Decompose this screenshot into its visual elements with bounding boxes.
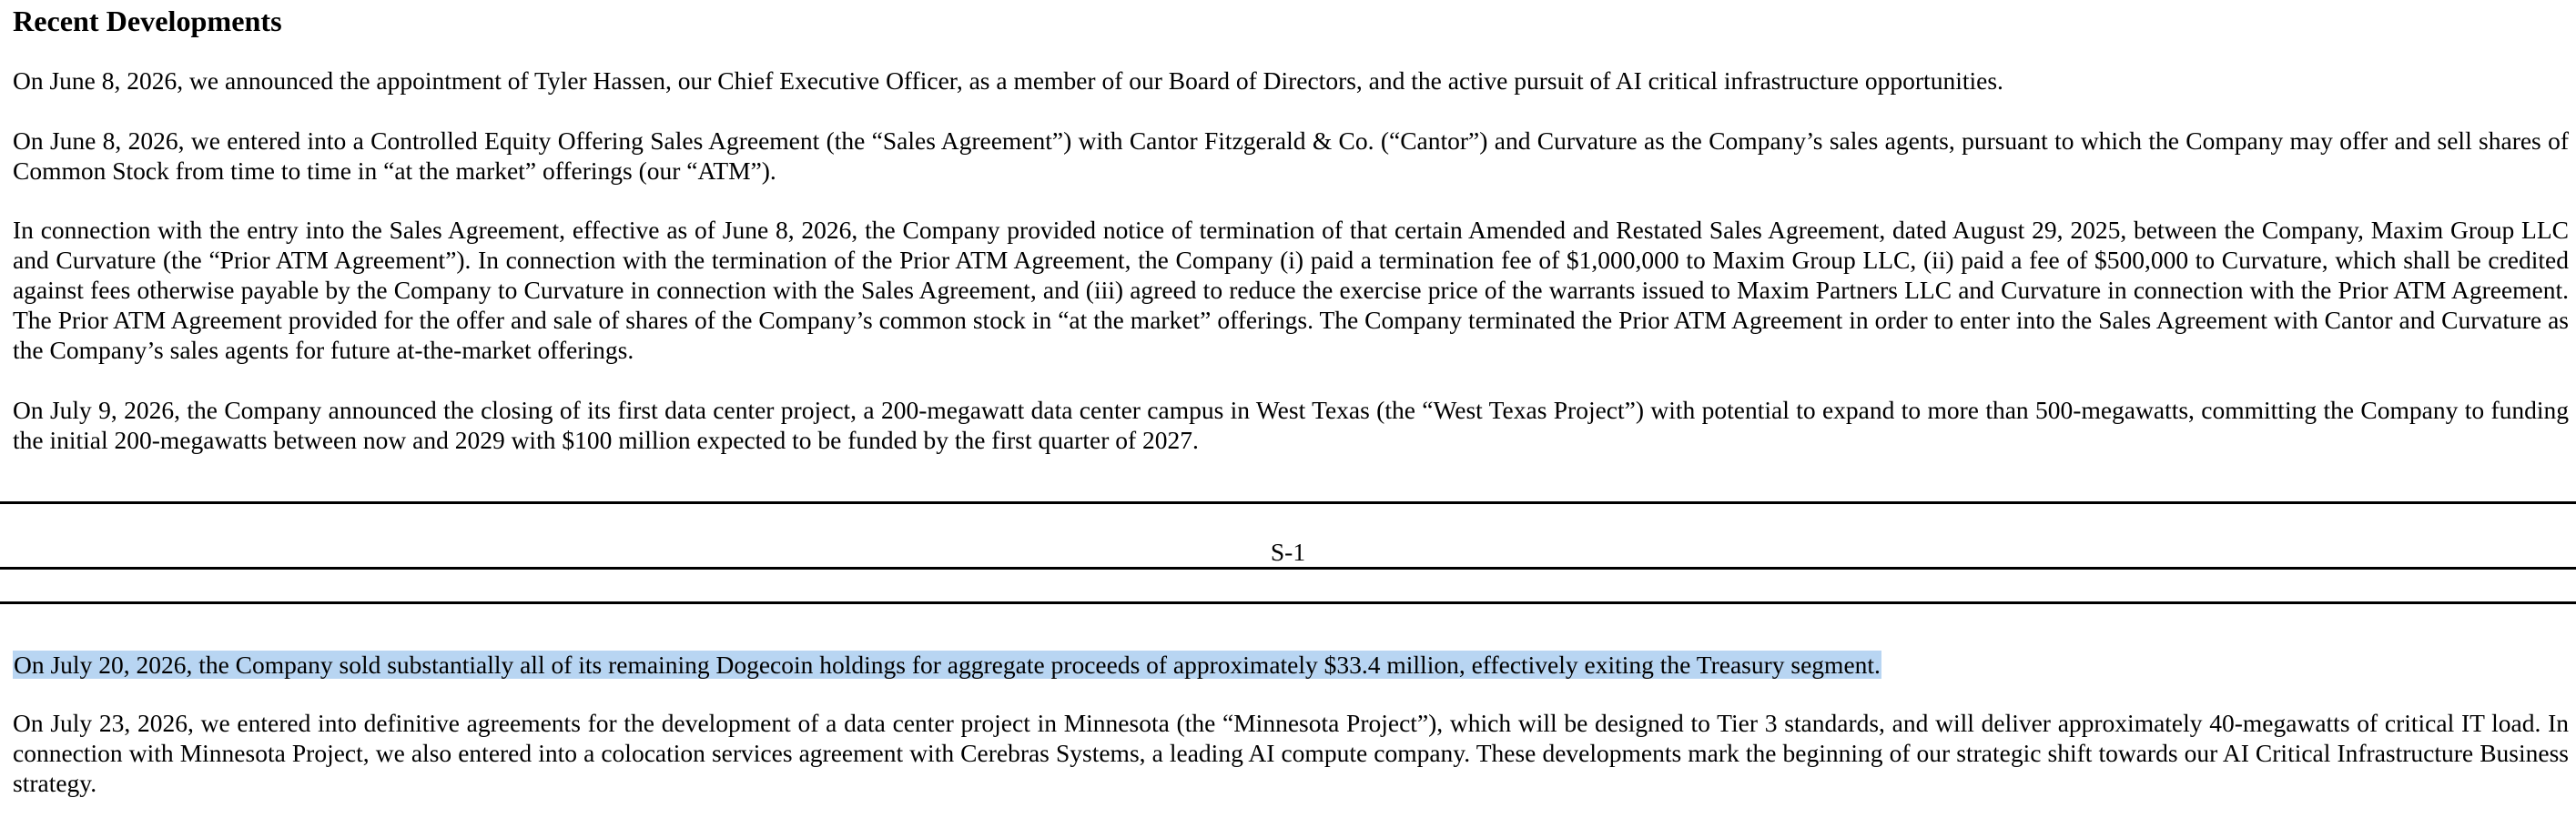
paragraph-dogecoin-sale[interactable] bbox=[13, 650, 1881, 680]
section-heading: Recent Developments bbox=[13, 5, 282, 37]
page-break-rule-top bbox=[0, 567, 2576, 570]
page-break-rule-bottom bbox=[0, 601, 2576, 604]
paragraph-board-appointment: On June 8, 2026, we announced the appointment of Tyler Hassen, our Chief Executive Officer, as a member of our Board of Directors, and the active pursuit of AI critical infrastructure opportunities. bbox=[13, 66, 2003, 95]
paragraph-sales-agreement: On June 8, 2026, we entered into a Controlled Equity Offering Sales Agreement (the “Sales Agreement”) with Cantor Fitzgerald & Co. (“Cantor”) and Curvature as the Company’s sales agents, pursuant to which the Company may offer and sell shares of Common Stock from time to time in “at the market” offerings (our “ATM”). bbox=[13, 126, 2569, 185]
page-end-rule bbox=[0, 501, 2576, 504]
paragraph-west-texas-project: On July 9, 2026, the Company announced the closing of its first data center project, a 200-megawatt data center campus in West Texas (the “West Texas Project”) with potential to expand to more than 500-megawatts, committing the Company to funding the initial 200-megawatts between now and 2029 with $100 million expected to be funded by the first quarter of 2027. bbox=[13, 396, 2569, 454]
paragraph-minnesota-project: On July 23, 2026, we entered into definitive agreements for the development of a data center project in Minnesota (the “Minnesota Project”), which will be designed to Tier 3 standards, and will deliver approximately 40-megawatts of critical IT load. In connection with Minnesota Project, we also entered into a colocation services agreement with Cerebras Systems, a leading AI compute company. These developments mark the beginning of our strategic shift towards our AI Critical Infrastructure Business strategy. bbox=[13, 709, 2569, 797]
selected-text-highlight[interactable]: On July 20, 2026, the Company sold substantially all of its remaining Dogecoin holdings for aggregate proceeds of approximately $33.4 million, effectively exiting the Treasury segment. bbox=[14, 651, 1881, 679]
page-number: S-1 bbox=[1270, 538, 1306, 566]
paragraph-prior-atm-termination: In connection with the entry into the Sales Agreement, effective as of June 8, 2026, the Company provided notice of termination of that certain Amended and Restated Sales Agreement, dated August 29, 2025, between the Company, Maxim Group LLC and Curvature (the “Prior ATM Agreement”). In connection with the termination of the Prior ATM Agreement, the Company (i) paid a termination fee of $1,000,000 to Maxim Group LLC, (ii) paid a fee of $500,000 to Curvature, which shall be credited against fees otherwise payable by the Company to Curvature in connection with the Sales Agreement, and (iii) agreed to reduce the exercise price of the warrants issued to Maxim Partners LLC and Curvature in connection with the Prior ATM Agreement. The Prior ATM Agreement provided for the offer and sale of shares of the Company’s common stock in “at the market” offerings. The Company terminated the Prior ATM Agreement in order to enter into the Sales Agreement with Cantor and Curvature as the Company’s sales agents for future at-the-market offerings. bbox=[13, 216, 2569, 364]
